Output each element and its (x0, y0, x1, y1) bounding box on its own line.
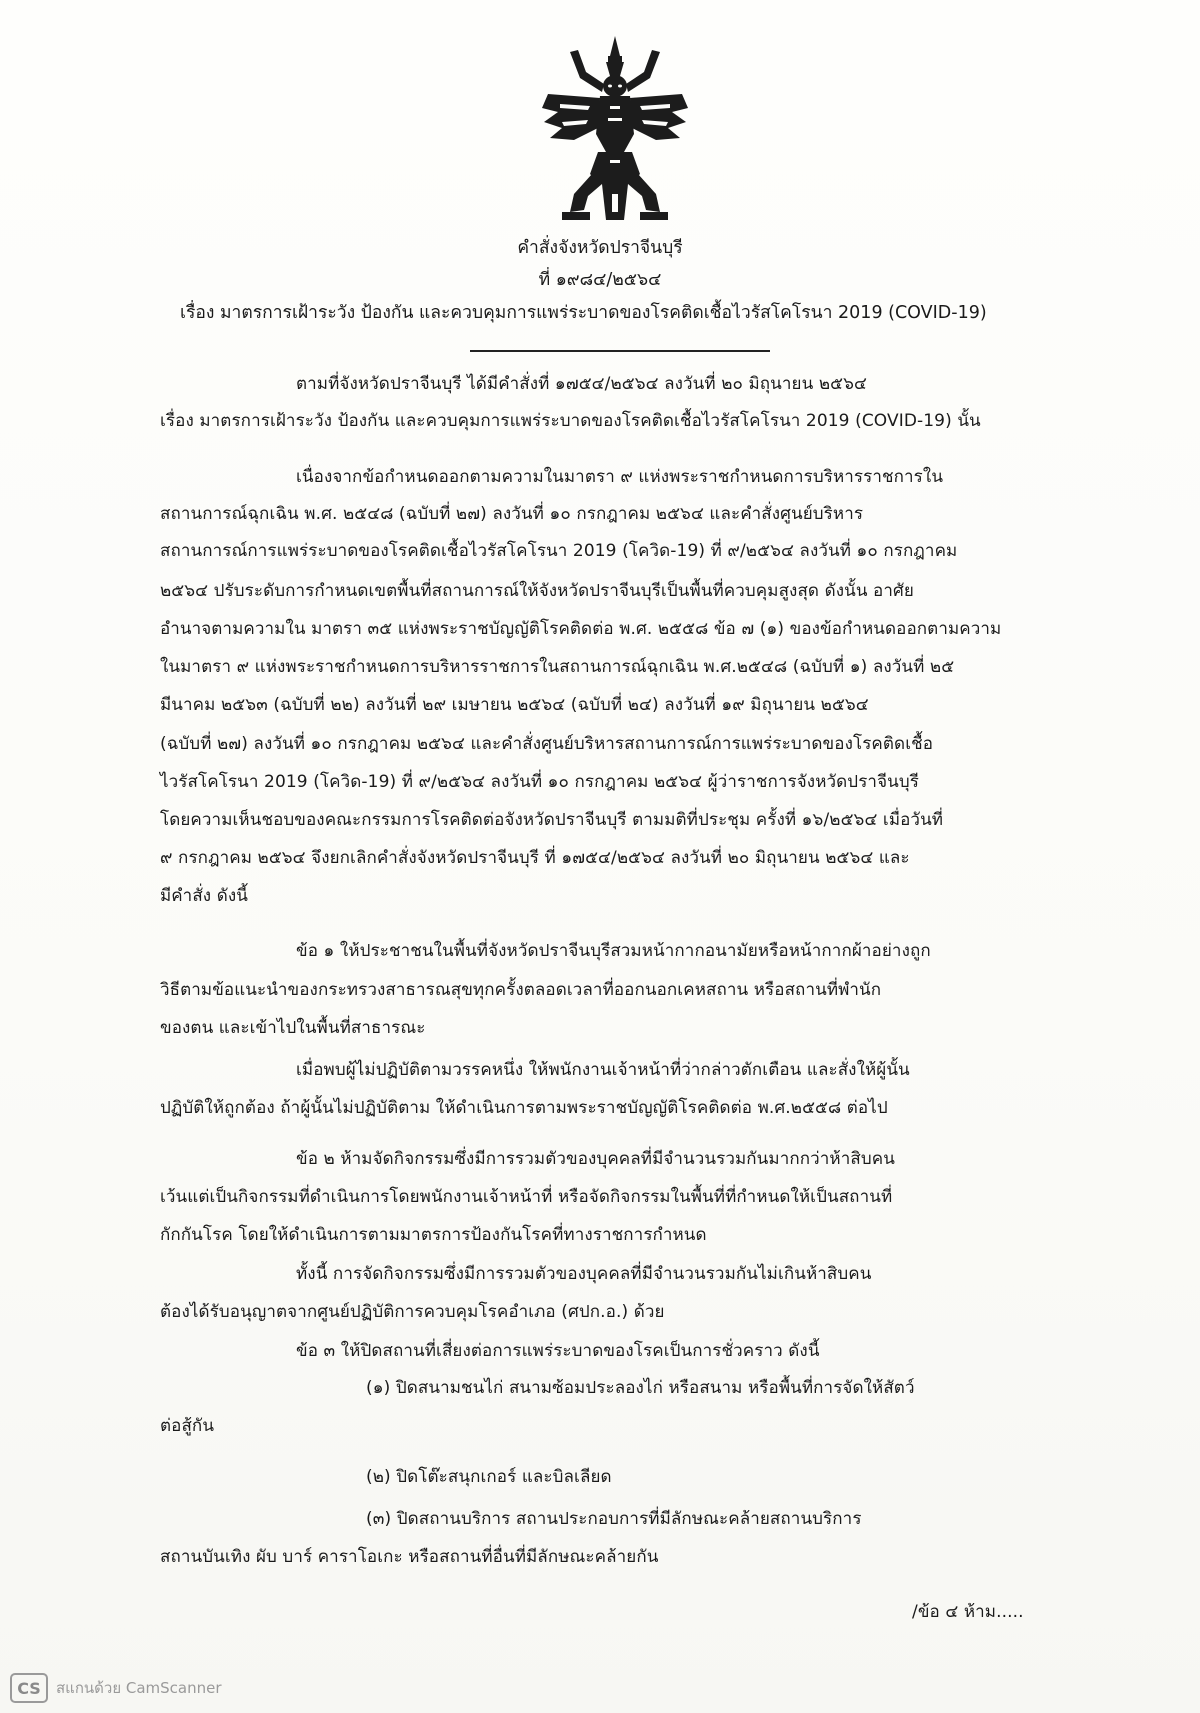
body-line: ไวรัสโคโรนา 2019 (โควิด-19) ที่ ๙/๒๕๖๔ ลงวันที่ ๑๐ กรกฎาคม ๒๕๖๔ ผู้ว่าราชการจังหวัดปราจีนบุรี (160, 772, 919, 792)
clause-2-line: ต้องได้รับอนุญาตจากศูนย์ปฏิบัติการควบคุมโรคอำเภอ (ศปก.อ.) ด้วย (160, 1302, 665, 1322)
order-title: คำสั่งจังหวัดปราจีนบุรี (517, 238, 683, 258)
order-number: ที่ ๑๙๘๔/๒๕๖๔ (538, 270, 662, 290)
clause-1-line: ข้อ ๑ ให้ประชาชนในพื้นที่จังหวัดปราจีนบุรีสวมหน้ากากอนามัยหรือหน้ากากผ้าอย่างถูก (296, 941, 931, 961)
clause-3-line: ข้อ ๓ ให้ปิดสถานที่เสี่ยงต่อการแพร่ระบาดของโรคเป็นการชั่วคราว ดังนี้ (296, 1341, 820, 1361)
body-line: สถานการณ์การแพร่ระบาดของโรคติดเชื้อไวรัสโคโรนา 2019 (โควิด-19) ที่ ๙/๒๕๖๔ ลงวันที่ ๑๐ กรกฎาคม (160, 541, 958, 561)
body-line: ๙ กรกฎาคม ๒๕๖๔ จึงยกเลิกคำสั่งจังหวัดปราจีนบุรี ที่ ๑๗๕๔/๒๕๖๔ ลงวันที่ ๒๐ มิถุนายน ๒๕๖๔ และ (160, 848, 910, 868)
continuation-note: /ข้อ ๔ ห้าม..... (912, 1602, 1024, 1622)
clause-2-line: กักกันโรค โดยให้ดำเนินการตามมาตรการป้องกันโรคที่ทางราชการกำหนด (160, 1225, 707, 1245)
clause-3-line: (๒) ปิดโต๊ะสนุกเกอร์ และบิลเลียด (366, 1467, 612, 1487)
body-line: ตามที่จังหวัดปราจีนบุรี ได้มีคำสั่งที่ ๑๗๕๔/๒๕๖๔ ลงวันที่ ๒๐ มิถุนายน ๒๕๖๔ (296, 374, 867, 394)
body-line: เรื่อง มาตรการเฝ้าระวัง ป้องกัน และควบคุมการแพร่ระบาดของโรคติดเชื้อไวรัสโคโรนา 2019 (COVID-19) นั้น (160, 411, 981, 431)
clause-3-line: ต่อสู้กัน (160, 1416, 215, 1436)
body-line: ในมาตรา ๙ แห่งพระราชกำหนดการบริหารราชการในสถานการณ์ฉุกเฉิน พ.ศ.๒๕๔๘ (ฉบับที่ ๑) ลงวันที่ ๒๕ (160, 657, 955, 677)
clause-3-line: (๑) ปิดสนามชนไก่ สนามซ้อมประลองไก่ หรือสนาม หรือพื้นที่การจัดให้สัตว์ (366, 1378, 915, 1398)
clause-1-line: เมื่อพบผู้ไม่ปฏิบัติตามวรรคหนึ่ง ให้พนักงานเจ้าหน้าที่ว่ากล่าวตักเตือน และสั่งให้ผู้นั้น (296, 1060, 910, 1080)
clause-2-line: เว้นแต่เป็นกิจกรรมที่ดำเนินการโดยพนักงานเจ้าหน้าที่ หรือจัดกิจกรรมในพื้นที่ที่กำหนดให้เป็นสถานที่ (160, 1187, 893, 1207)
divider (470, 350, 770, 352)
body-line: เนื่องจากข้อกำหนดออกตามความในมาตรา ๙ แห่งพระราชกำหนดการบริหารราชการใน (296, 467, 944, 487)
scanner-text: สแกนด้วย CamScanner (56, 1679, 222, 1697)
body-line: โดยความเห็นชอบของคณะกรรมการโรคติดต่อจังหวัดปราจีนบุรี ตามมติที่ประชุม ครั้งที่ ๑๖/๒๕๖๔ เมื่อวันที่ (160, 810, 944, 830)
body-line: สถานการณ์ฉุกเฉิน พ.ศ. ๒๕๔๘ (ฉบับที่ ๒๗) ลงวันที่ ๑๐ กรกฎาคม ๒๕๖๔ และคำสั่งศูนย์บริหาร (160, 504, 864, 524)
clause-3-line: (๓) ปิดสถานบริการ สถานประกอบการที่มีลักษณะคล้ายสถานบริการ (366, 1509, 862, 1529)
body-line: มีคำสั่ง ดังนี้ (160, 886, 248, 906)
camscanner-logo-icon: CS (10, 1673, 48, 1703)
clause-3-line: สถานบันเทิง ผับ บาร์ คาราโอเกะ หรือสถานที่อื่นที่มีลักษณะคล้ายกัน (160, 1547, 659, 1567)
body-line: ๒๕๖๔ ปรับระดับการกำหนดเขตพื้นที่สถานการณ์ให้จังหวัดปราจีนบุรีเป็นพื้นที่ควบคุมสูงสุด ดังนั้น อาศัย (160, 581, 914, 601)
clause-1-line: ของตน และเข้าไปในพื้นที่สาธารณะ (160, 1018, 426, 1038)
body-line: (ฉบับที่ ๒๗) ลงวันที่ ๑๐ กรกฎาคม ๒๕๖๔ และคำสั่งศูนย์บริหารสถานการณ์การแพร่ระบาดของโรคติดเชื้อ (160, 734, 934, 754)
clause-2-line: ทั้งนี้ การจัดกิจกรรมซึ่งมีการรวมตัวของบุคคลที่มีจำนวนรวมกันไม่เกินห้าสิบคน (296, 1264, 872, 1284)
clause-1-line: ปฏิบัติให้ถูกต้อง ถ้าผู้นั้นไม่ปฏิบัติตาม ให้ดำเนินการตามพระราชบัญญัติโรคติดต่อ พ.ศ.๒๕๕๘ ต่อไป (160, 1098, 888, 1118)
order-subject: เรื่อง มาตรการเฝ้าระวัง ป้องกัน และควบคุมการแพร่ระบาดของโรคติดเชื้อไวรัสโคโรนา 2019 (COVID-19) (180, 303, 987, 323)
clause-1-line: วิธีตามข้อแนะนำของกระทรวงสาธารณสุขทุกครั้งตลอดเวลาที่ออกนอกเคหสถาน หรือสถานที่พำนัก (160, 980, 882, 1000)
body-line: มีนาคม ๒๕๖๓ (ฉบับที่ ๒๒) ลงวันที่ ๒๙ เมษายน ๒๕๖๔ (ฉบับที่ ๒๔) ลงวันที่ ๑๙ มิถุนายน ๒๕๖๔ (160, 695, 869, 715)
clause-2-line: ข้อ ๒ ห้ามจัดกิจกรรมซึ่งมีการรวมตัวของบุคคลที่มีจำนวนรวมกันมากกว่าห้าสิบคน (296, 1149, 895, 1169)
scanner-watermark (10, 1672, 222, 1704)
body-line: อำนาจตามความใน มาตรา ๓๕ แห่งพระราชบัญญัติโรคติดต่อ พ.ศ. ๒๕๕๘ ข้อ ๗ (๑) ของข้อกำหนดออกตามความ (160, 619, 1002, 639)
garuda-emblem-icon (540, 34, 690, 228)
